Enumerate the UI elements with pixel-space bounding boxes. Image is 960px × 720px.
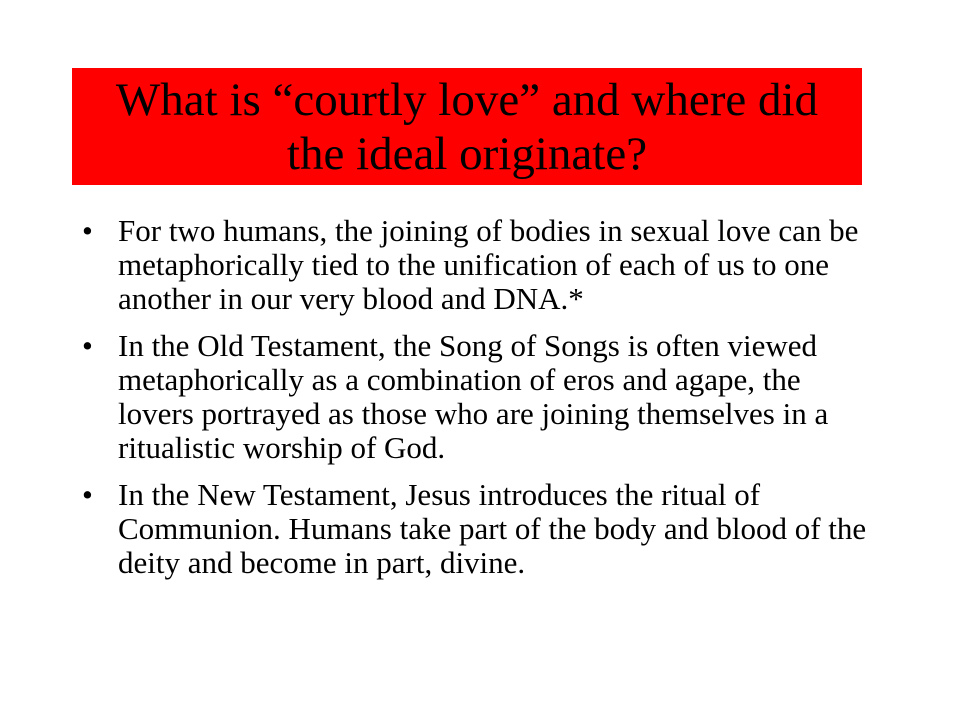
bullet-icon: • — [82, 477, 93, 512]
bullet-text: In the New Testament, Jesus introduces the ritual of Communion. Humans take part of the body and blood of the deity and become in part, divine. — [118, 477, 867, 580]
bullet-text: For two humans, the joining of bodies in sexual love can be metaphorically tied to the unification of each of us to one another in our very blood and DNA.* — [118, 213, 859, 316]
bullet-icon: • — [82, 328, 93, 363]
bullet-item — [82, 478, 882, 580]
bullet-list — [82, 214, 882, 593]
title-banner — [72, 68, 862, 185]
bullet-item — [82, 329, 882, 465]
bullet-icon: • — [82, 213, 93, 248]
slide-title: What is “courtly love” and where did the ideal originate? — [115, 73, 819, 180]
bullet-item — [82, 214, 882, 316]
bullet-text: In the Old Testament, the Song of Songs is often viewed metaphorically as a combination of eros and agape, the lovers portrayed as those who are joining themselves in a ritualistic worship of God. — [118, 328, 829, 465]
